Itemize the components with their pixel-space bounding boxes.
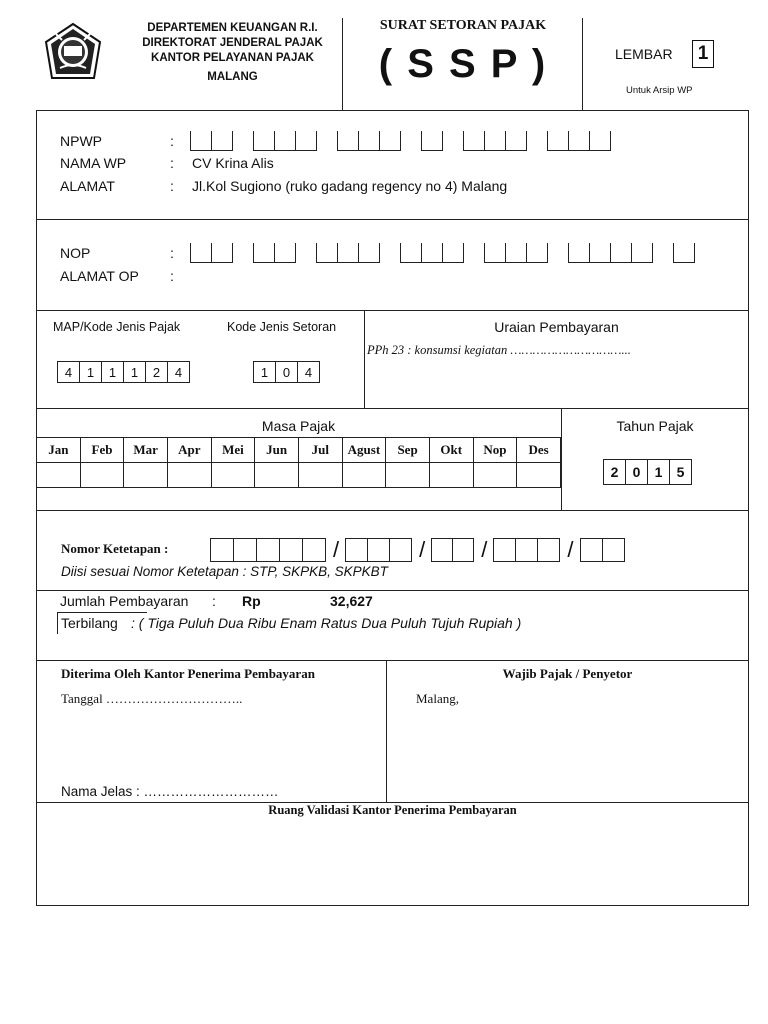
tahun-pajak-digit[interactable]: 2 [603, 459, 626, 485]
terbilang-label: Terbilang [61, 615, 118, 631]
ketetapan-slash: / [567, 537, 574, 562]
month-checkbox[interactable] [386, 463, 430, 488]
receiver-title: Diterima Oleh Kantor Penerima Pembayaran [61, 666, 315, 681]
nop-digit[interactable] [253, 243, 275, 263]
npwp-digit[interactable] [358, 131, 380, 151]
org-line-4: MALANG [207, 71, 258, 83]
month-checkbox[interactable] [37, 463, 81, 488]
npwp-digit[interactable] [274, 131, 296, 151]
ketetapan-digit[interactable] [367, 538, 390, 562]
setoran-label: Kode Jenis Setoran [227, 320, 337, 334]
nop-digit[interactable] [274, 243, 296, 263]
tahun-pajak-digit[interactable]: 5 [669, 459, 692, 485]
month-checkbox[interactable] [124, 463, 168, 488]
month-checkbox[interactable] [167, 463, 211, 488]
ketetapan-slash: / [419, 537, 426, 562]
ketetapan-digit[interactable] [452, 538, 474, 562]
month-checkbox[interactable] [298, 463, 342, 488]
alamat-label: ALAMAT [60, 178, 115, 194]
month-table [36, 437, 561, 488]
nop-label: NOP [60, 245, 91, 261]
month-checkbox[interactable] [342, 463, 386, 488]
ketetapan-digit[interactable] [210, 538, 234, 562]
month-checkbox[interactable] [429, 463, 473, 488]
map-label: MAP/Kode Jenis Pajak [53, 320, 181, 334]
masa-pajak-label: Masa Pajak [261, 418, 336, 434]
ketetapan-digit[interactable] [515, 538, 538, 562]
month-checkbox[interactable] [211, 463, 255, 488]
ketetapan-digit[interactable] [493, 538, 516, 562]
nop-sep: : [170, 245, 174, 261]
npwp-digit[interactable] [463, 131, 485, 151]
month-header: Des [517, 438, 561, 463]
month-header: Feb [80, 438, 124, 463]
alamat-sep: : [170, 178, 174, 194]
npwp-label: NPWP [60, 133, 102, 149]
month-checkbox[interactable] [255, 463, 299, 488]
nop-digit[interactable] [526, 243, 548, 263]
setoran-code-digit[interactable]: 4 [297, 361, 320, 383]
ministry-logo [42, 22, 104, 84]
month-header: Agust [342, 438, 386, 463]
uraian-label: Uraian Pembayaran [494, 319, 619, 335]
map-code-field[interactable] [57, 361, 189, 383]
npwp-digit[interactable] [190, 131, 212, 151]
ketetapan-digit[interactable] [537, 538, 560, 562]
npwp-digit[interactable] [337, 131, 359, 151]
ketetapan-note: Diisi sesuai Nomor Ketetapan : STP, SKPKB, SKPKBT [61, 564, 388, 579]
map-code-digit[interactable]: 2 [145, 361, 168, 383]
jumlah-label: Jumlah Pembayaran [60, 593, 189, 609]
nop-digit[interactable] [190, 243, 212, 263]
nop-digit[interactable] [610, 243, 632, 263]
npwp-field[interactable] [190, 131, 610, 153]
nop-digit[interactable] [673, 243, 695, 263]
month-header: Jul [298, 438, 342, 463]
ketetapan-label: Nomor Ketetapan : [61, 541, 169, 556]
setoran-code-digit[interactable]: 1 [253, 361, 276, 383]
ketetapan-digit[interactable] [256, 538, 280, 562]
map-code-digit[interactable]: 1 [123, 361, 146, 383]
nama-wp-label: NAMA WP [60, 155, 127, 171]
ketetapan-digit[interactable] [302, 538, 326, 562]
form-title: SURAT SETORAN PAJAK [379, 18, 547, 33]
nop-digit[interactable] [316, 243, 338, 263]
ketetapan-digit[interactable] [431, 538, 453, 562]
ketetapan-digit[interactable] [279, 538, 303, 562]
currency-label: Rp [242, 593, 261, 609]
payer-title: Wajib Pajak / Penyetor [502, 666, 633, 681]
npwp-digit[interactable] [568, 131, 590, 151]
npwp-digit[interactable] [379, 131, 401, 151]
npwp-digit[interactable] [547, 131, 569, 151]
month-header: Sep [386, 438, 430, 463]
npwp-digit[interactable] [589, 131, 611, 151]
nop-digit[interactable] [484, 243, 506, 263]
terbilang-value[interactable]: : ( Tiga Puluh Dua Ribu Enam Ratus Dua Puluh Tujuh Rupiah ) [131, 615, 522, 631]
map-code-digit[interactable]: 1 [79, 361, 102, 383]
npwp-digit[interactable] [421, 131, 443, 151]
ketetapan-digit[interactable] [580, 538, 603, 562]
map-code-digit[interactable]: 4 [167, 361, 190, 383]
lembar-label: LEMBAR [615, 46, 673, 62]
npwp-digit[interactable] [211, 131, 233, 151]
map-code-digit[interactable]: 1 [101, 361, 124, 383]
nop-digit[interactable] [211, 243, 233, 263]
setoran-code-field[interactable] [253, 361, 319, 383]
org-line-1: DEPARTEMEN KEUANGAN R.I. [147, 22, 318, 34]
validation-title: Ruang Validasi Kantor Penerima Pembayaran [268, 803, 517, 817]
form-code: ( S S P ) [378, 42, 548, 86]
nop-digit[interactable] [442, 243, 464, 263]
month-header: Apr [167, 438, 211, 463]
ketetapan-digit[interactable] [389, 538, 412, 562]
alamat-op-sep: : [170, 268, 174, 284]
nama-wp-value[interactable]: CV Krina Alis [192, 155, 274, 171]
npwp-digit[interactable] [505, 131, 527, 151]
alamat-op-label: ALAMAT OP [60, 268, 139, 284]
tanggal-label[interactable]: Tanggal ………………………….. [61, 691, 243, 706]
alamat-value[interactable]: Jl.Kol Sugiono (ruko gadang regency no 4) Malang [192, 178, 508, 194]
npwp-digit[interactable] [253, 131, 275, 151]
month-header: Jun [255, 438, 299, 463]
nop-digit[interactable] [568, 243, 590, 263]
amount-value[interactable]: 32,627 [330, 593, 373, 609]
org-line-3: KANTOR PELAYANAN PAJAK [151, 52, 314, 64]
ketetapan-slash: / [481, 537, 488, 562]
nop-digit[interactable] [358, 243, 380, 263]
month-header: Nop [473, 438, 517, 463]
nama-wp-sep: : [170, 155, 174, 171]
nop-digit[interactable] [631, 243, 653, 263]
month-checkbox[interactable] [473, 463, 517, 488]
npwp-digit[interactable] [484, 131, 506, 151]
ketetapan-digit[interactable] [345, 538, 368, 562]
nop-digit[interactable] [505, 243, 527, 263]
month-header: Mar [124, 438, 168, 463]
nop-digit[interactable] [421, 243, 443, 263]
npwp-sep: : [170, 133, 174, 149]
map-code-digit[interactable]: 4 [57, 361, 80, 383]
tahun-pajak-field[interactable] [603, 459, 691, 485]
npwp-digit[interactable] [295, 131, 317, 151]
nama-jelas-label[interactable]: Nama Jelas : ………………………… [61, 784, 279, 799]
month-header: Mei [211, 438, 255, 463]
payer-city[interactable]: Malang, [416, 691, 459, 706]
month-checkbox[interactable] [517, 463, 561, 488]
nop-digit[interactable] [589, 243, 611, 263]
ketetapan-slash: / [333, 537, 340, 562]
lembar-note: Untuk Arsip WP [626, 85, 693, 96]
tahun-pajak-digit[interactable]: 1 [647, 459, 670, 485]
tahun-pajak-label: Tahun Pajak [616, 418, 694, 434]
month-checkbox[interactable] [80, 463, 124, 488]
lembar-number: 1 [697, 43, 709, 64]
ketetapan-digit[interactable] [233, 538, 257, 562]
ketetapan-field[interactable] [210, 536, 624, 562]
jumlah-sep: : [212, 593, 216, 609]
uraian-value[interactable]: PPh 23 : konsumsi kegiatan …………………………... [367, 343, 631, 357]
lembar-number-box [692, 40, 714, 68]
nop-digit[interactable] [337, 243, 359, 263]
setoran-code-digit[interactable]: 0 [275, 361, 298, 383]
month-header: Jan [37, 438, 81, 463]
nop-field[interactable] [190, 243, 694, 265]
nop-digit[interactable] [400, 243, 422, 263]
org-line-2: DIREKTORAT JENDERAL PAJAK [142, 37, 323, 49]
tahun-pajak-digit[interactable]: 0 [625, 459, 648, 485]
ketetapan-digit[interactable] [602, 538, 625, 562]
month-header: Okt [429, 438, 473, 463]
